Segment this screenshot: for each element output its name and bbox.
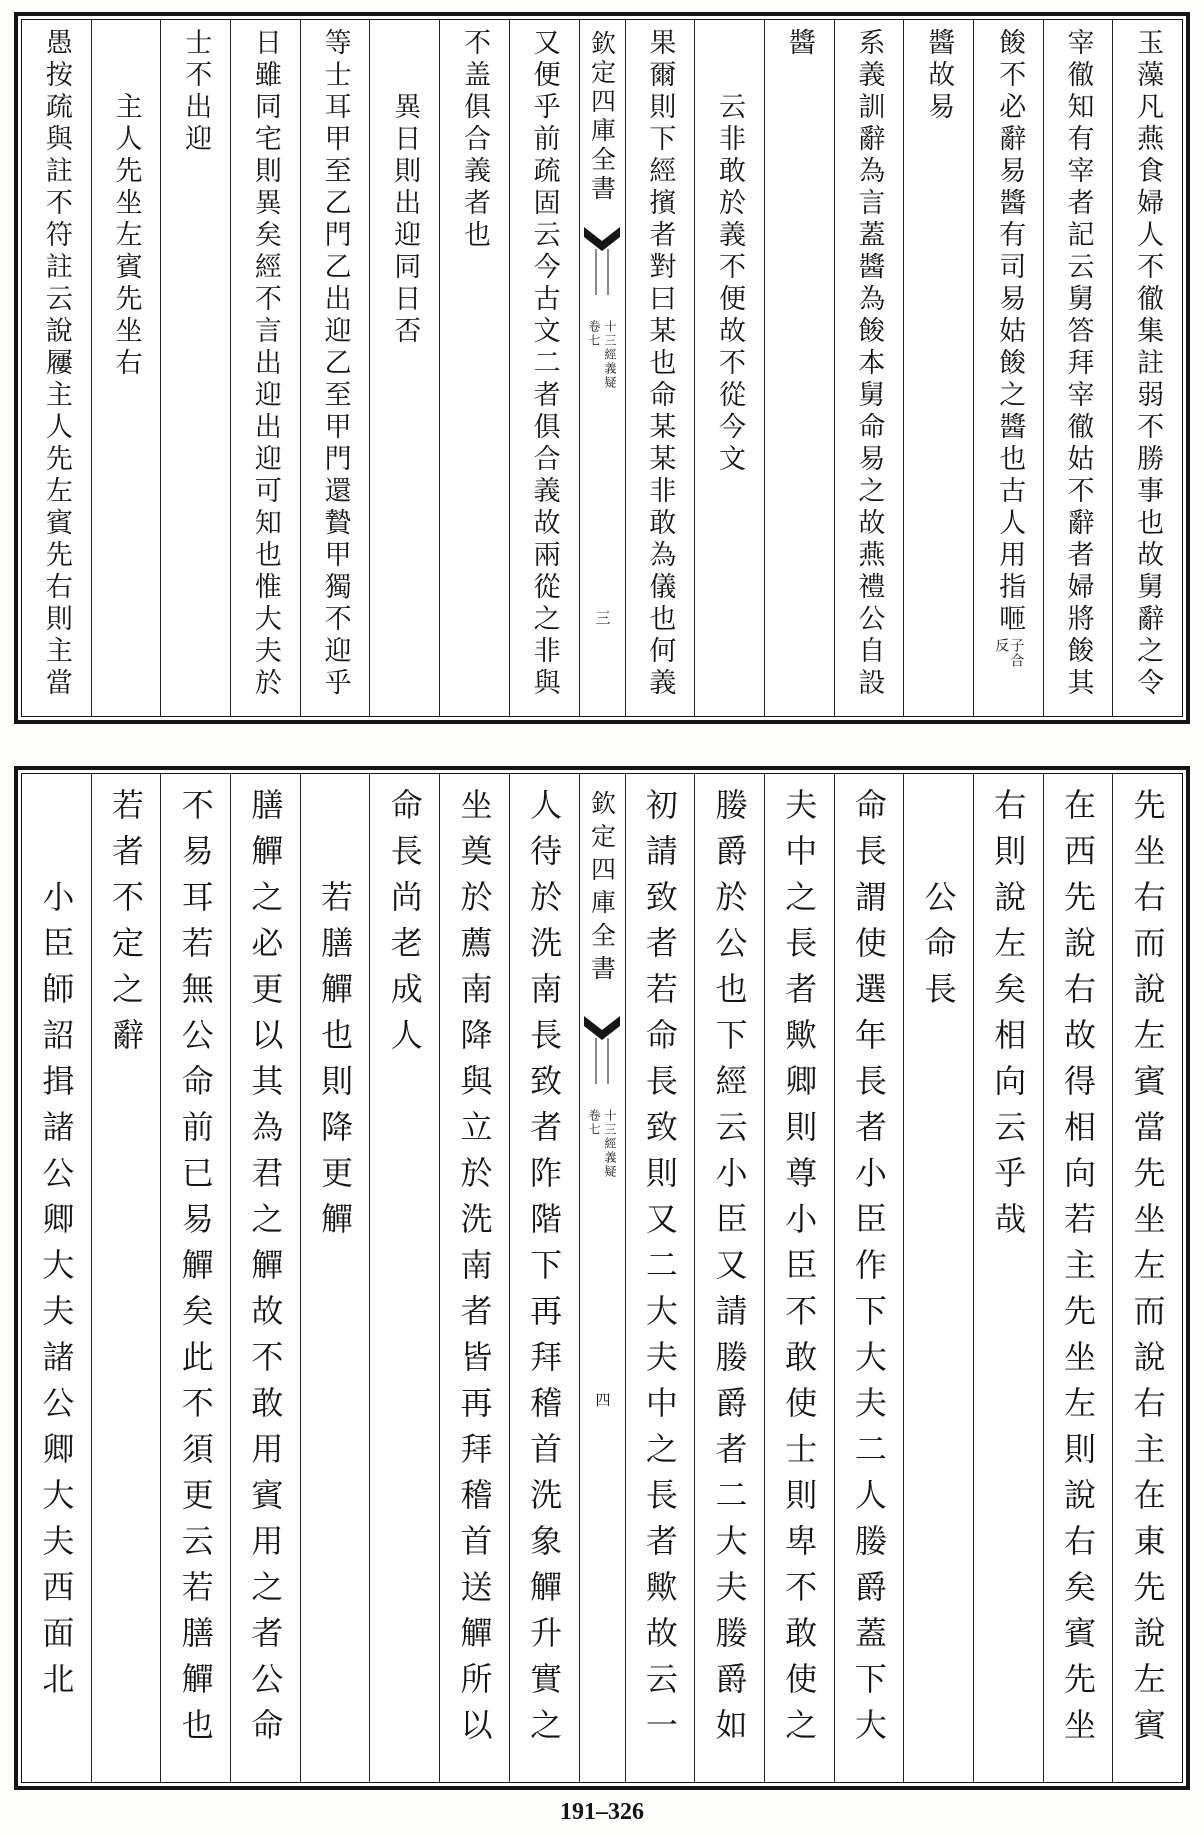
column-text: 玉藻凡燕食婦人不徹集註弱不勝事也故舅辭之令	[1132, 28, 1164, 700]
text-column	[300, 20, 370, 716]
text-column	[625, 774, 695, 1782]
column-text: 等士耳甲至乙門乙出迎乙至甲門還贄甲獨不迎乎	[319, 28, 351, 700]
text-column	[625, 20, 695, 716]
column-text: 若者不定之辭	[107, 788, 146, 1064]
text-column	[834, 774, 904, 1782]
column-text: 人待於洗南長致者阼階下再拜稽首洗象觶升實之	[525, 788, 564, 1754]
text-column	[160, 774, 230, 1782]
column-text: 膳觶之必更以其為君之觶故不敢用賓用之者公命	[246, 788, 285, 1754]
banner-volume: 卷七	[587, 320, 601, 348]
text-column	[160, 20, 230, 716]
text-column	[834, 20, 904, 716]
text-column	[509, 774, 579, 1782]
text-column	[694, 774, 764, 1782]
text-column-heading	[300, 774, 370, 1782]
text-column	[1112, 774, 1182, 1782]
text-column	[230, 20, 300, 716]
column-text: 右則說左矣相向云乎哉	[989, 788, 1028, 1248]
text-column-heading	[22, 774, 91, 1782]
text-column	[973, 774, 1043, 1782]
text-column	[369, 774, 439, 1782]
column-text: 不易耳若無公命前已易觶矣此不須更云若膳觶也	[176, 788, 215, 1754]
column-grid	[21, 19, 1183, 717]
banner-subtitle	[588, 320, 616, 390]
banner-work-title: 十三經義疑	[603, 1109, 617, 1179]
text-column-heading	[903, 774, 973, 1782]
text-column	[1112, 20, 1182, 716]
note-line: 反	[993, 638, 1010, 653]
banner-volume: 卷七	[587, 1109, 601, 1137]
page-banner	[579, 774, 625, 1782]
column-text: 坐奠於薦南降與立於洗南者皆再拜稽首送觶所以	[455, 788, 494, 1754]
column-text: 愚按疏與註不符註云說屨主人先左賓先右則主當	[40, 28, 72, 700]
column-text: 先坐右而說左賓當先坐左而說右主在東先說左賓	[1128, 788, 1167, 1754]
column-text: 公命長	[919, 880, 958, 1018]
text-column	[764, 774, 834, 1782]
column-text: 宰徹知有宰者記云舅答拜宰徹姑不辭者婦將餕其	[1062, 28, 1094, 700]
fish-tail-mark	[582, 225, 622, 295]
page-frame-lower	[14, 766, 1190, 1790]
banner-title: 欽定四庫全書	[587, 30, 617, 204]
column-text: 小臣師詔揖諸公卿大夫諸公卿大夫西面北	[37, 880, 76, 1708]
column-text: 在西先說右故得相向若主先坐左則說右矣賓先坐	[1058, 788, 1097, 1754]
text-column	[509, 20, 579, 716]
interlinear-note	[993, 638, 1023, 668]
column-text: 日雖同宅則異矣經不言出迎出迎可知也惟大夫於	[249, 28, 281, 700]
text-column	[230, 774, 300, 1782]
column-text-with-note	[993, 28, 1026, 668]
column-text: 又便乎前疏固云今古文二者俱合義故兩從之非與	[528, 28, 560, 700]
banner-work-title: 十三經義疑	[603, 320, 617, 390]
text-column	[903, 20, 973, 716]
text-column-heading	[91, 20, 161, 716]
text-column-heading	[369, 20, 439, 716]
column-text: 媵爵於公也下經云小臣又請媵爵者二大夫媵爵如	[710, 788, 749, 1754]
column-text: 夫中之長者歟卿則尊小臣不敢使士則卑不敢使之	[780, 788, 819, 1754]
text-column	[91, 774, 161, 1782]
text-column	[439, 20, 509, 716]
column-text: 士不出迎	[180, 28, 212, 156]
column-text: 果爾則下經擯者對曰某也命某某非敢為儀也何義	[644, 28, 676, 700]
text-column	[439, 774, 509, 1782]
column-text: 系義訓辭為言蓋醬為餕本舅命易之故燕禮公自設	[853, 28, 885, 700]
banner-title: 欽定四庫全書	[587, 790, 617, 988]
note-line: 子合	[1008, 638, 1025, 668]
banner-subtitle	[588, 1109, 616, 1179]
column-text: 醬故易	[923, 28, 955, 124]
column-text: 不盖俱合義者也	[458, 28, 490, 252]
column-text: 主人先坐左賓先坐右	[110, 92, 142, 380]
column-text: 若膳觶也則降更觶	[316, 880, 355, 1248]
column-text: 命長尚老成人	[385, 788, 424, 1064]
page-banner	[579, 20, 625, 716]
banner-leaf-number: 四	[593, 1392, 612, 1407]
column-text: 餕不必辭易醬有司易姑餕之醬也古人用指咂	[994, 28, 1026, 636]
page-frame-upper	[14, 12, 1190, 724]
text-column-heading	[694, 20, 764, 716]
banner-leaf-number: 三	[593, 610, 612, 625]
text-column	[1043, 20, 1113, 716]
text-column	[764, 20, 834, 716]
text-column	[1043, 774, 1113, 1782]
column-grid	[21, 773, 1183, 1783]
column-text: 初請致者若命長致則又二大夫中之長者歟故云一	[640, 788, 679, 1754]
footer-page-code: 191–326	[560, 1799, 644, 1825]
column-text: 云非敢於義不便故不從今文	[714, 92, 746, 476]
column-text: 異日則出迎同日否	[389, 92, 421, 348]
column-text: 醬	[783, 28, 815, 60]
column-text: 命長謂使選年長者小臣作下大夫二人媵爵蓋下大	[849, 788, 888, 1754]
text-column	[22, 20, 91, 716]
fish-tail-mark	[582, 1014, 622, 1084]
text-column	[973, 20, 1043, 716]
